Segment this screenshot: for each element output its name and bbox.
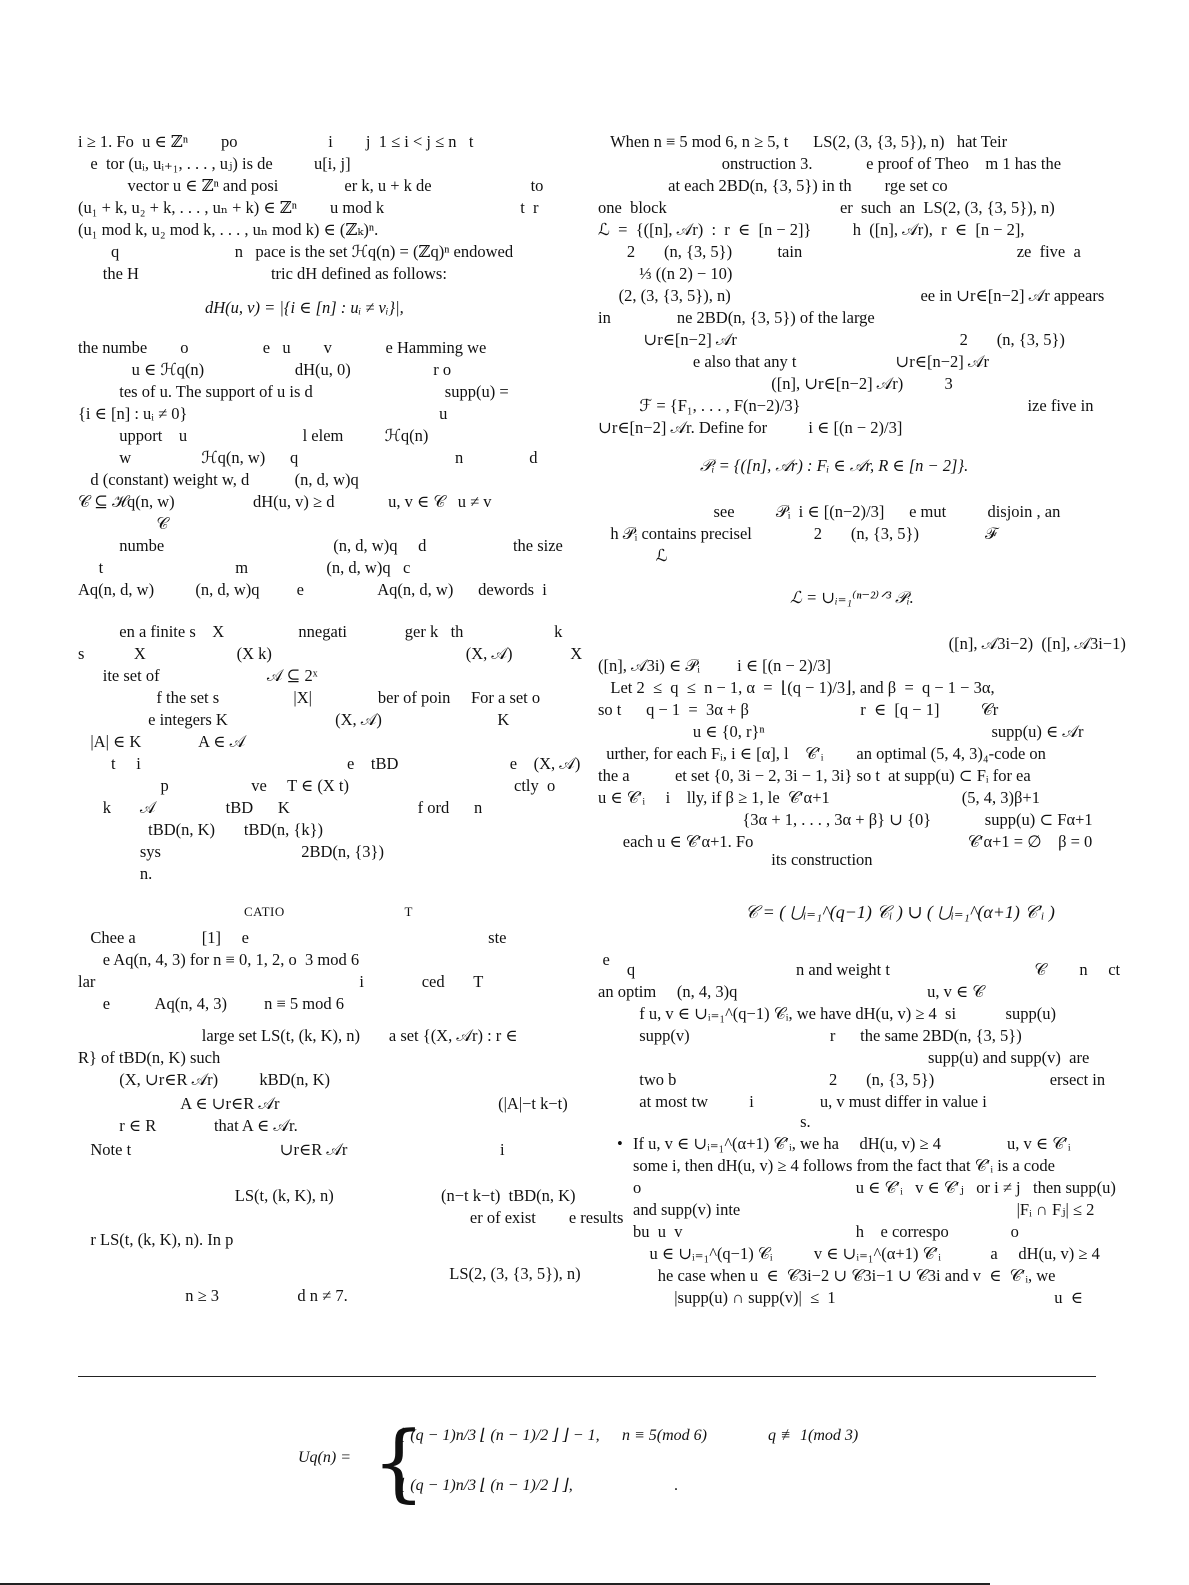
text-line: en a finite s X nnegati ger k th k bbox=[78, 622, 563, 641]
text-line: u ∈ 𝒞′ᵢ i lly, if β ≥ 1, le 𝒞′α+1 (5, 4, 3)β+1 bbox=[598, 788, 1040, 807]
text-line: t m (n, d, w)q c bbox=[78, 558, 411, 577]
bullet-text-line: o u ∈ 𝒞′ᵢ v ∈ 𝒞′ⱼ or i ≠ j then supp(u) bbox=[633, 1178, 1116, 1197]
text-line: e also that any t ∪r∈[n−2] 𝒜r bbox=[598, 352, 989, 371]
equation-lhs: Uq(n) = bbox=[298, 1449, 352, 1466]
equation-case-1: ⌊ (q − 1)n/3 ⌊ (n − 1)/2 ⌋ ⌋ − 1, bbox=[400, 1427, 600, 1444]
text-line: r ∈ R that A ∈ 𝒜r. bbox=[78, 1116, 298, 1135]
text-line: ([n], ∪r∈[n−2] 𝒜r) 3 bbox=[598, 374, 953, 393]
text-line: onstruction 3. e proof of Theo m 1 has the bbox=[598, 154, 1062, 173]
text-line: at most tw i u, v must differ in value i bbox=[598, 1092, 987, 1111]
text-line: q n and weight t 𝒞 n ct bbox=[598, 960, 1121, 979]
text-line: tes of u. The support of u is d supp(u) = bbox=[78, 382, 509, 401]
left-brace-icon: { bbox=[372, 1413, 426, 1511]
text-line: n ≥ 3 d n ≠ 7. bbox=[78, 1286, 348, 1305]
text-line: f the set s |X| ber of poin For a set o bbox=[78, 688, 541, 707]
text-line: lar i ced T bbox=[78, 972, 484, 991]
text-line: 2 (n, {3, 5}) tain ze five a bbox=[598, 242, 1081, 261]
text-line: k 𝒜 tBD K f ord n bbox=[78, 798, 483, 817]
text-line: d (constant) weight w, d (n, d, w)q bbox=[78, 470, 359, 489]
text-line: (2, (3, {3, 5}), n) ee in ∪r∈[n−2] 𝒜r appears bbox=[598, 286, 1105, 305]
text-line: (u₁ + k, u₂ + k, . . . , uₙ + k) ∈ ℤⁿ u mod k t r bbox=[78, 198, 539, 217]
equation-hamming-distance: dH(u, v) = |{i ∈ [n] : uᵢ ≠ vᵢ}|, bbox=[205, 298, 404, 317]
text-line: s X (X k) (X, 𝒜) X bbox=[78, 644, 583, 663]
text-line: A ∈ ∪r∈R 𝒜r (|A|−t k−t) bbox=[78, 1094, 568, 1113]
text-line: e integers K (X, 𝒜) K bbox=[78, 710, 510, 729]
bullet-text-line: |supp(u) ∩ supp(v)| ≤ 1 u ∈ bbox=[633, 1288, 1083, 1307]
text-line: vector u ∈ ℤⁿ and posi er k, u + k de to bbox=[78, 176, 544, 195]
text-line: sys 2BD(n, {3}) bbox=[78, 842, 384, 861]
text-line: large set LS(t, (k, K), n) a set {(X, 𝒜r) : r ∈ bbox=[78, 1026, 518, 1045]
equation-case-2: ⌊ (q − 1)n/3 ⌊ (n − 1)/2 ⌋ ⌋, bbox=[400, 1477, 573, 1494]
text-line: p ve T ∈ (X t) ctly o bbox=[78, 776, 556, 795]
text-line: u ∈ {0, r}ⁿ supp(u) ∈ 𝒜r bbox=[598, 722, 1084, 741]
text-line: tBD(n, K) tBD(n, {k}) bbox=[78, 820, 323, 839]
text-line: numbe (n, d, w)q d the size bbox=[78, 536, 563, 555]
equation-L: ℒ = ∪ᵢ₌₁⁽ⁿ⁻²⁾ᐟ³ 𝒫ᵢ. bbox=[790, 588, 914, 607]
text-line: (X, ∪r∈R 𝒜r) kBD(n, K) bbox=[78, 1070, 330, 1089]
text-line: an optim (n, 4, 3)q u, v ∈ 𝒞 bbox=[598, 982, 985, 1001]
text-line: s. bbox=[598, 1112, 811, 1131]
text-line: ∪r∈[n−2] 𝒜r. Define for i ∈ [(n − 2)/3] bbox=[598, 418, 903, 437]
equation-case-2-condition: . bbox=[674, 1477, 678, 1494]
text-line: Chee a [1] e ste bbox=[78, 928, 507, 947]
text-line: 𝒞 ⊆ ℋq(n, w) dH(u, v) ≥ d u, v ∈ 𝒞 u ≠ v bbox=[78, 492, 492, 511]
text-line: |A| ∈ K A ∈ 𝒜 bbox=[78, 732, 246, 751]
text-line: two b 2 (n, {3, 5}) ersect in bbox=[598, 1070, 1106, 1089]
text-line: w ℋq(n, w) q n d bbox=[78, 448, 538, 467]
text-line: one block er such an LS(2, (3, {3, 5}), n) bbox=[598, 198, 1055, 217]
bullet-text-line: and supp(v) inte |Fᵢ ∩ Fⱼ| ≤ 2 bbox=[633, 1200, 1095, 1219]
text-line: the numbe o e u v e Hamming we bbox=[78, 338, 487, 357]
text-line: n. bbox=[78, 864, 153, 883]
text-line: its construction bbox=[598, 850, 873, 869]
text-line: r LS(t, (k, K), n). In p bbox=[78, 1230, 234, 1249]
bullet-text-line: some i, then dH(u, v) ≥ 4 follows from the fact that 𝒞′ᵢ is a code bbox=[633, 1156, 1055, 1175]
text-line: ([n], 𝒜3i−2) ([n], 𝒜3i−1) bbox=[598, 634, 1126, 653]
bullet-text-line: If u, v ∈ ∪ᵢ₌₁^(α+1) 𝒞′ᵢ, we ha dH(u, v) ≥ 4 u, v ∈ 𝒞′ᵢ bbox=[633, 1134, 1071, 1153]
text-line: in ne 2BD(n, {3, 5}) of the large bbox=[598, 308, 875, 327]
text-line: ([n], 𝒜3i) ∈ 𝒫ᵢ i ∈ [(n − 2)/3] bbox=[598, 656, 832, 675]
section-heading: CATIO T bbox=[244, 904, 413, 919]
text-line: see 𝒫ᵢ i ∈ [(n−2)/3] e mut disjoin , an bbox=[598, 502, 1061, 521]
text-line: u ∈ ℋq(n) dH(u, 0) r o bbox=[78, 360, 452, 379]
bullet-text-line: he case when u ∈ 𝒞3i−2 ∪ 𝒞3i−1 ∪ 𝒞3i and v ∈ 𝒞′ᵢ, we bbox=[633, 1266, 1056, 1285]
text-line: t i e tBD e (X, 𝒜) bbox=[78, 754, 581, 773]
text-line: urther, for each Fᵢ, i ∈ [α], l 𝒞′ᵢ an optimal (5, 4, 3)₄-code on bbox=[598, 744, 1046, 763]
text-line: e Aq(n, 4, 3) n ≡ 5 mod 6 bbox=[78, 994, 344, 1013]
text-line: e tor (uᵢ, uᵢ₊₁, . . . , uⱼ) is de u[i, j] bbox=[78, 154, 351, 173]
text-line: the a et set {0, 3i − 2, 3i − 1, 3i} so t at supp(u) ⊂ Fᵢ for ea bbox=[598, 766, 1031, 785]
text-line: the H tric dH defined as follows: bbox=[78, 264, 447, 283]
text-line: supp(u) and supp(v) are bbox=[598, 1048, 1090, 1067]
bullet-text-line: u ∈ ∪ᵢ₌₁^(q−1) 𝒞ᵢ v ∈ ∪ᵢ₌₁^(α+1) 𝒞′ᵢ a dH(u, v) ≥ 4 bbox=[633, 1244, 1100, 1263]
text-line: ℒ = {([n], 𝒜r) : r ∈ [n − 2]} h ([n], 𝒜r), r ∈ [n − 2], bbox=[598, 220, 1025, 239]
text-line: LS(2, (3, {3, 5}), n) bbox=[78, 1264, 581, 1283]
text-line: q n pace is the set ℋq(n) = (ℤq)ⁿ endowed bbox=[78, 242, 514, 261]
text-line: h 𝒫ᵢ contains precisel 2 (n, {3, 5}) ℱ bbox=[598, 524, 998, 543]
bullet-text-line: bu u v h e correspo o bbox=[633, 1222, 1019, 1241]
text-line: LS(t, (k, K), n) (n−t k−t) tBD(n, K) bbox=[78, 1186, 576, 1205]
text-line: supp(v) r the same 2BD(n, {3, 5}) bbox=[598, 1026, 1022, 1045]
text-line: e Aq(n, 4, 3) for n ≡ 0, 1, 2, o 3 mod 6 e bbox=[78, 950, 610, 969]
text-line: i ≥ 1. Fo u ∈ ℤⁿ po i j 1 ≤ i < j ≤ n t bbox=[78, 132, 474, 151]
text-line: so t q − 1 = 3α + β r ∈ [q − 1] 𝒞r bbox=[598, 700, 999, 719]
text-line: ∪r∈[n−2] 𝒜r 2 (n, {3, 5}) bbox=[598, 330, 1065, 349]
text-line: Note t ∪r∈R 𝒜r i bbox=[78, 1140, 505, 1159]
text-line: (u₁ mod k, u₂ mod k, . . . , uₙ mod k) ∈ (ℤₖ)ⁿ. bbox=[78, 220, 379, 239]
text-line: upport u l elem ℋq(n) bbox=[78, 426, 429, 445]
text-line: R} of tBD(n, K) such bbox=[78, 1048, 221, 1067]
text-line: each u ∈ 𝒞′α+1. Fo 𝒞′α+1 = ∅ β = 0 bbox=[598, 832, 1093, 851]
text-line: When n ≡ 5 mod 6, n ≥ 5, t LS(2, (3, {3, 5}), n) hat Teir bbox=[598, 132, 1008, 151]
text-line: f u, v ∈ ∪ᵢ₌₁^(q−1) 𝒞ᵢ, we have dH(u, v) ≥ 4 si supp(u) bbox=[598, 1004, 1056, 1023]
equation-case-1-condition-b: q ≢ 1(mod 3) bbox=[768, 1427, 859, 1444]
equation-P-i: 𝒫ᵢ = {([n], 𝒜r) : Fᵢ ∈ 𝒜r, R ∈ [n − 2]}. bbox=[700, 456, 969, 475]
text-line: at each 2BD(n, {3, 5}) in th rge set co bbox=[598, 176, 948, 195]
equation-C-union: 𝒞 = ( ⋃ᵢ₌₁^(q−1) 𝒞ᵢ ) ∪ ( ⋃ᵢ₌₁^(α+1) 𝒞′ᵢ ) bbox=[745, 902, 1055, 922]
bullet-icon: • bbox=[617, 1134, 623, 1153]
text-line: {i ∈ [n] : uᵢ ≠ 0} u bbox=[78, 404, 448, 423]
text-line: ℱ = {F₁, . . . , F(n−2)/3} ize five in bbox=[598, 396, 1094, 415]
text-line: 𝒞 bbox=[78, 514, 169, 533]
text-line: ite set of 𝒜 ⊆ 2ˣ bbox=[78, 666, 318, 685]
text-line: ⅓ ((n 2) − 10) bbox=[598, 264, 733, 283]
equation-case-1-condition-a: n ≡ 5(mod 6) bbox=[622, 1427, 708, 1444]
text-line: Aq(n, d, w) (n, d, w)q e Aq(n, d, w) dewords i bbox=[78, 580, 547, 599]
text-line: er of exist e results bbox=[78, 1208, 624, 1227]
text-line: Let 2 ≤ q ≤ n − 1, α = ⌊(q − 1)/3⌋, and β = q − 1 − 3α, bbox=[598, 678, 995, 697]
footnote-rule bbox=[78, 1376, 1096, 1377]
text-line: ℒ bbox=[598, 546, 668, 565]
text-line: {3α + 1, . . . , 3α + β} ∪ {0} supp(u) ⊂ Fα+1 bbox=[598, 810, 1093, 829]
